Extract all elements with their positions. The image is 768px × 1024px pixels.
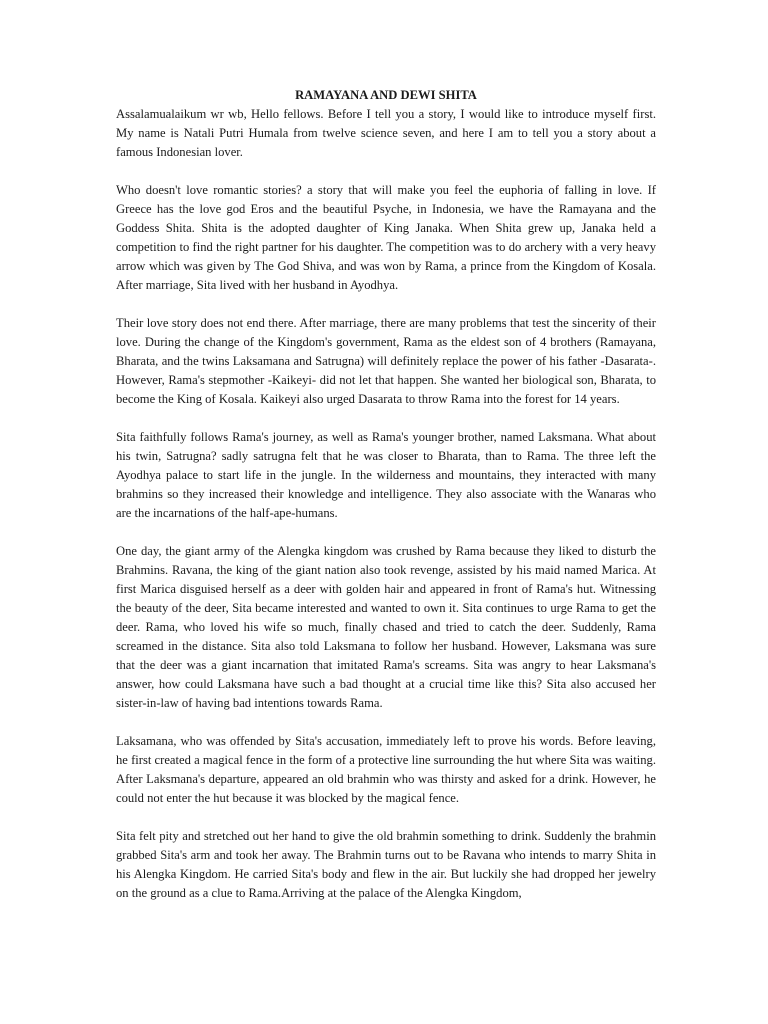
paragraph-romantic-stories: Who doesn't love romantic stories? a story that will make you feel the euphoria of falling in love. If Greece has the love god Eros and the beautiful Psyche, in Indonesia, we have the Ramayana and the Goddess Shita. Shita is the adopted daughter of King Janaka. When Shita grew up, Janaka held a competition to find the right partner for his daughter. The competition was to do archery with a very heavy arrow which was given by The God Shiva, and was won by Rama, a prince from the Kingdom of Kosala. After marriage, Sita lived with her husband in Ayodhya.: [116, 183, 656, 292]
paragraph-golden-deer: One day, the giant army of the Alengka kingdom was crushed by Rama because they liked to disturb the Brahmins. Ravana, the king of the giant nation also took revenge, assisted by his maid named Marica. At first Marica disguised herself as a deer with golden hair and appeared in front of Rama's hut. Witnessing the beauty of the deer, Sita became interested and wanted to own it. Sita continues to urge Rama to get the deer. Rama, who loved his wife so much, finally chased and tried to catch the deer. Suddenly, Rama screamed in the distance. Sita also told Laksmana to follow her husband. However, Laksmana was sure that the deer was a giant incarnation that imitated Rama's screams. Sita was angry to hear Laksmana's answer, how could Laksmana have such a bad thought at a crucial time like this? Sita also accused her sister-in-law of having bad intentions towards Rama.: [116, 544, 656, 710]
paragraph-journey-to-jungle: Sita faithfully follows Rama's journey, as well as Rama's younger brother, named Laksmana. What about his twin, Satrugna? sadly satrugna felt that he was closer to Bharata, than to Rama. The three left the Ayodhya palace to start life in the jungle. In the wilderness and mountains, they interacted with many brahmins so they increased their knowledge and intelligence. They also associate with the Wanaras who are the incarnations of the half-ape-humans.: [116, 430, 656, 520]
document-title: RAMAYANA AND DEWI SHITA: [295, 88, 477, 102]
paragraph-introduction: Assalamualaikum wr wb, Hello fellows. Before I tell you a story, I would like to introduce myself first. My name is Natali Putri Humala from twelve science seven, and here I am to tell you a story about a famous Indonesian lover.: [116, 107, 656, 159]
paragraph-magical-fence: Laksamana, who was offended by Sita's accusation, immediately left to prove his words. Before leaving, he first created a magical fence in the form of a protective line surrounding the hut where Sita was waiting. After Laksmana's departure, appeared an old brahmin who was thirsty and asked for a drink. However, he could not enter the hut because it was blocked by the magical fence.: [116, 734, 656, 805]
paragraph-love-story-problems: Their love story does not end there. After marriage, there are many problems that test the sincerity of their love. During the change of the Kingdom's government, Rama as the eldest son of 4 brothers (Ramayana, Bharata, and the twins Laksamana and Satrugna) will definitely replace the power of his father -Dasarata-. However, Rama's stepmother -Kaikeyi- did not let that happen. She wanted her biological son, Bharata, to become the King of Kosala. Kaikeyi also urged Dasarata to throw Rama into the forest for 14 years.: [116, 316, 656, 406]
document-page: [116, 86, 656, 903]
paragraph-abduction: Sita felt pity and stretched out her hand to give the old brahmin something to drink. Suddenly the brahmin grabbed Sita's arm and took her away. The Brahmin turns out to be Ravana who intends to marry Shita in his Alengka Kingdom. He carried Sita's body and flew in the air. But luckily she had dropped her jewelry on the ground as a clue to Rama.Arriving at the palace of the Alengka Kingdom,: [116, 829, 656, 900]
